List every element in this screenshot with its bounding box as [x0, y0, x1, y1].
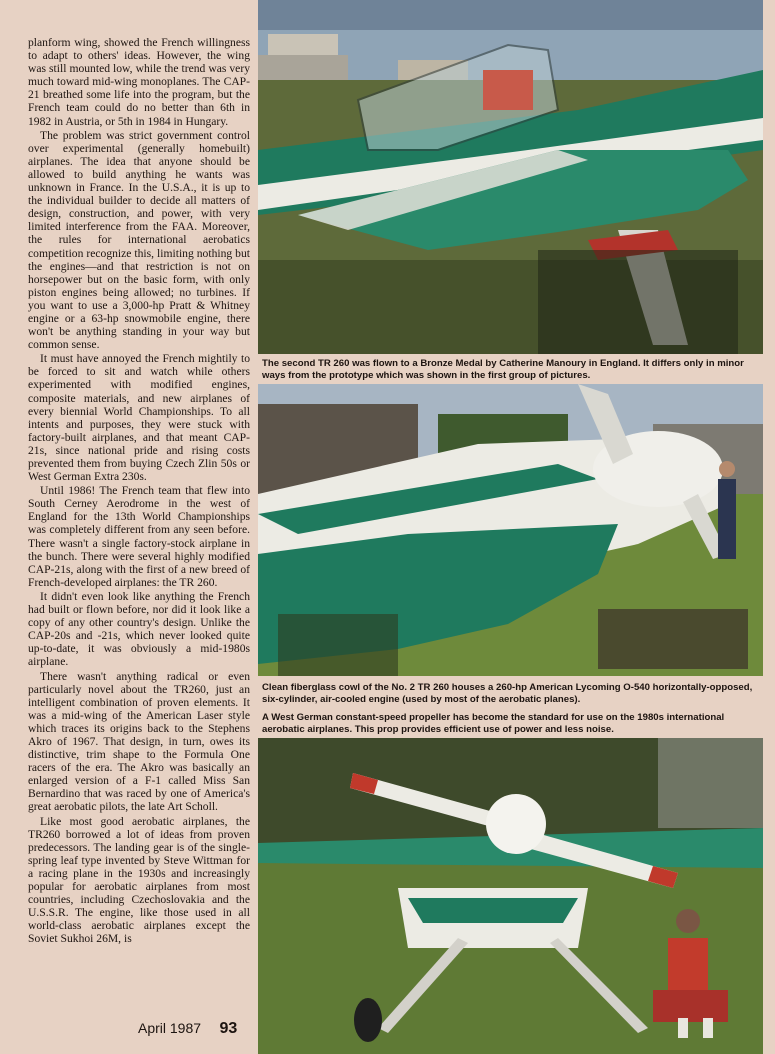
article-paragraph: There wasn't anything radical or even particularly novel about the TR260, just an intelligent combination of proven elements. It was a mid-wing of the American Laser style which traces its origins back to the Stephens Akro of 1967. That design, in turn, owes its distinctive, trim shape to the Formula One racers of the era. The Akro was basically an enlarged version of a F-1 called Miss San Bernardino that was raced by one of America's great aerobatic pilots, the late Art Scholl.: [28, 669, 250, 814]
page-number: 93: [219, 1020, 238, 1037]
issue-date: April 1987: [138, 1020, 202, 1036]
article-paragraph: It must have annoyed the French mightily to be forced to sit and watch while others experimented with modified engines, composite materials, and new airplanes of every biennial World Championships. To all intents and purposes, they were stuck with factory-built airplanes, and that meant CAP-21s, since national pride and rising costs prevented them from buying Czech Zlin 50s or West German Extra 230s.: [28, 352, 250, 484]
article-text-column: [28, 36, 250, 946]
photo2-caption: Clean fiberglass cowl of the No. 2 TR 260 houses a 260-hp American Lycoming O-540 horizontally-opposed, six-cylinder, air-cooled engine (used by most of the aerobatic planes).: [262, 682, 753, 705]
article-paragraph: The problem was strict government control over experimental (generally homebuilt) airplanes. The idea that anyone should be allowed to build anything he wants was unknown in France. In the U.S.A., it is up to the individual builder to decide all matters of design, construction, and power, with very limited interference from the FAA. Moreover, the rules for international aerobatics competition recognize this, limiting nothing but the engines—and that restriction is not on horsepower but on the basic form, with only piston engines being allowed; no turbines. If you want to use a 3,000-hp Pratt & Whitney engine or a 63-hp snowmobile engine, there won't be anything standing in your way but common sense.: [28, 128, 250, 352]
article-paragraph: Until 1986! The French team that flew into South Cerney Aerodrome in the west of England for the 13th World Championships was completely different from any seen before. There wasn't a single factory-stock airplane in the bunch. There were several highly modified CAP-21s, along with the first of a new breed of French-developed airplanes: the TR 260.: [28, 484, 250, 589]
photo-tr260-cowl: [258, 384, 763, 676]
photo-tr260-propeller: [258, 738, 763, 1054]
photo-tr260-wing-cockpit: [258, 0, 763, 354]
article-paragraph: Like most good aerobatic airplanes, the TR260 borrowed a lot of ideas from proven predecessors. The landing gear is of the single-spring leaf type invented by Steve Wittman for a racing plane in the 1930s and increasingly popular for aerobatic airplanes from most countries, including Czechoslovakia and the U.S.S.R. The engine, like those used in all world-class aerobatic airplanes except the Soviet Sukhoi 26M, is: [28, 814, 250, 946]
photo1-caption: The second TR 260 was flown to a Bronze Medal by Catherine Manoury in England. It differs only in minor ways from the prototype which was shown in the first group of pictures.: [262, 358, 744, 381]
article-paragraph: planform wing, showed the French willingness to adapt to others' ideas. However, the wing was still mounted low, while the trend was very much toward mid-wing monoplanes. The CAP-21 breathed some life into the program, but the French team could do no better than 6th in 1982 in Austria, or 5th in 1984 in Hungary.: [28, 36, 250, 128]
photo3-caption: A West German constant-speed propeller has become the standard for use on the 1980s international aerobatic airplanes. This prop provides efficient use of power and less noise.: [262, 712, 725, 735]
article-paragraph: It didn't even look like anything the French had built or flown before, nor did it look like a copy of any other country's design. Unlike the CAP-20s and -21s, which never looked quite up-to-date, it was obviously a mid-1980s airplane.: [28, 589, 250, 669]
page-footer: [138, 1020, 237, 1038]
